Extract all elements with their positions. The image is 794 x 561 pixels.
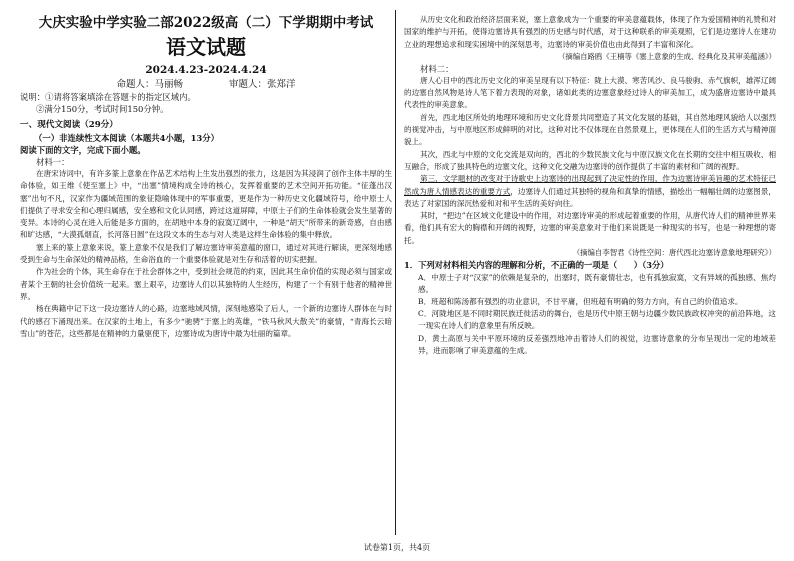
- option-c: C．河陇地区是不同时期民族迁徙活动的舞台，也是历代中原王朝与边疆少数民族政权冲突的前沿阵地，这一现实在诗人们的意象里有所反映。: [418, 309, 776, 331]
- material-2-paragraph-1: 唐人心目中的西北历史文化的审美呈现有以下特征：陇上大漠、寒苦风沙、良马骏驹、赤气旗帜，雄浑辽阔的边塞自然风物是诗人笔下着力表现的对象，诸如此类的边塞意象经过诗人的审美加工，成为盛唐边塞诗中最具代表性的审美意象。: [404, 75, 776, 110]
- material-1-source: （摘编自路鸥《王楠等《塞上意象的生成、经典化及其审美蕴涵》）: [557, 51, 776, 61]
- column-divider: [395, 10, 396, 535]
- material-2-label: 材料二：: [420, 63, 454, 74]
- material-2-source: （摘编自李智君《诗性空间：唐代西北边塞诗意象地理研究》）: [572, 248, 776, 258]
- material-2-paragraph-5: 其时，“把边”在区域文化建设中的作用，对边塞诗审美的形成起着重要的作用，从唐代诗人们的精神世界来看，他们具有宏大的胸襟和开阔的视野，边塞的审美意象对于他们来说既是一种现实的书写，也是一种理想的寄托。: [404, 211, 776, 245]
- material-1-paragraph-4: 杨在典籍中记下这一段边塞诗人的心路，边塞地域风情，深刻地感染了后人，一个新的边塞诗人群体在与时代的感召下涌现出来。在汉家的土地上，有多少“驰骋”于塞上的英雄，“铁马秋风大散关”的豪情，“青海长云暗雪山”的苍茫，这些都是在精神的力量驱使下，边塞诗成为唐诗中最为壮丽的篇章。: [20, 304, 392, 338]
- option-a: A．中原士子对“汉家”的依赖是复杂的，出塞时，既有豪情壮志，也有孤独寂寞，文有异域的孤独感、焦灼感。: [418, 272, 776, 294]
- exam-title: 大庆实验中学实验二部2022级高（二）下学期期中考试: [38, 15, 374, 31]
- material-1-paragraph-3: 作为社会的个体，其生命存在于社会群体之中，受到社会规范的约束，因此其生命价值的实现必须与国家或者某个王朝的社会价值统一起来。塞上艰辛，边塞诗人们以其独特的人生经历，构建了一个有别于他者的精神世界。: [20, 267, 392, 301]
- material-1-label: 材料一：: [36, 157, 70, 167]
- exam-date: 2024.4.23-2024.4.24: [145, 64, 267, 76]
- reviewer-label: 审题人：张郑洋: [229, 79, 296, 90]
- subject-title: 语文试题: [166, 35, 246, 59]
- page-footer: 试卷第1页，共4页: [363, 543, 431, 552]
- material-1-paragraph-1: 在唐宋诗词中，有许多篆上意象在作品艺术结构上生发出强烈的张力，这是因为其浸润了创作主体丰厚的生命体验，如王维《使至塞上》中，“出塞”情境构成全诗的核心，发挥着重要的艺术空间开拓功能。“征蓬出汉塞”出句不凡，汉家作为疆域范围的象征隐喻体现中的军事重要，更是作为一种历史文化疆域符号，给中原士人们提供了寻求安全和心理归属感，安全感和文化认同感，跨过这道屏障，中原士子们的生命体验就会发生显著的变异。本诗的心灵在进入后能是多方面的，在胡地中本身的寂寞辽阔中，一种是“胡天”所带来的新奇感，自由感和旷达感，“大漠孤烟直，长河落日圆”在这段文本的生态与对人类是这样生命体验的集中释放。: [20, 169, 392, 240]
- material-2-paragraph-3: 其次，西北与中原的文化交流是双向的，西北的少数民族文化与中原汉族文化在长期的交往中相互吸收、相互融合，形成了独具特色的边塞文化，这种文化交融为边塞诗的创作提供了丰富的素材和广阔的视野。: [404, 149, 776, 171]
- material-2-paragraph-2: 首先，西北地区所处的地理环境和历史文化背景共同塑造了其文化发展的基础，其自然地理风貌给人以强烈的视觉冲击，与中原地区形成鲜明的对比，这种对比不仅体现在自然景观上，更体现在人们的生活方式与精神面貌上。: [404, 112, 776, 147]
- note-line-2: ②满分150分，考试时间150分钟。: [36, 104, 169, 114]
- material-1-paragraph-2: 塞上来的篆上意象来说，篆上意象不仅是我们了解边塞诗审美意蕴的窗口，通过对其进行解读，更深刻地感受到生命与生命深处的精神品格，生命浴血的一个重要体验就是对生存和活着的切实把握。: [20, 242, 392, 265]
- subsection-heading: （一）非连续性文本阅读（本题共4小题，13分）: [34, 133, 219, 143]
- option-b: B．班超和陈汤都有强烈的功业意识，不甘平庸，但班超有明确的努力方向，有自己的价值追求。: [418, 296, 743, 306]
- right-column: [404, 14, 776, 357]
- material-2-paragraph-4: [404, 173, 776, 210]
- note-line-1: 说明：①请将答案填涂在答题卡的指定区域内。: [20, 92, 196, 102]
- paragraph-continuation: ，边塞诗人们通过其独特的视角和真挚的情感，描绘出一幅幅壮阔的边塞图景，表达了对家国的深沉热爱和对和平生活的美好向往。: [404, 186, 776, 208]
- option-d: D．黄土高原与关中平原环境的反差强烈地冲击着诗人们的视觉，边塞诗意象的分布呈现出一定的地域差异，进而影响了审美意蕴的生成。: [418, 333, 776, 355]
- left-column: [20, 14, 392, 340]
- question-1: 1．下列对材料相关内容的理解和分析，不正确的一项是（ ）（3分）: [404, 260, 669, 271]
- setter-label: 命题人：马丽畅: [116, 79, 183, 90]
- reading-instruction: 阅读下面的文字，完成下面小题。: [20, 145, 146, 155]
- section-heading: 一、现代文阅读（29分）: [20, 120, 118, 130]
- material-1-paragraph-5: 从历史文化和政治经济层面来说，塞上意象成为一个重要的审美意蕴载体，体现了作为爱国精神的礼赞和对国家的维护与开拓，使得边塞诗具有强烈的历史感与时代感，对于这种联系的审美观照，它们是边塞诗人在建功立业的理想追求和现实困境中的深刻思考，边塞诗的审美价值也由此得到了丰富和深化。: [404, 15, 776, 49]
- underlined-sentence: 第三，文学题材的改变对于诗歌史上边塞诗的出现起到了决定性的作用，作为边塞诗审美旨趣的艺术特征已然成为唐人情感表达的重要方式: [404, 174, 776, 196]
- staff-line: [20, 78, 392, 91]
